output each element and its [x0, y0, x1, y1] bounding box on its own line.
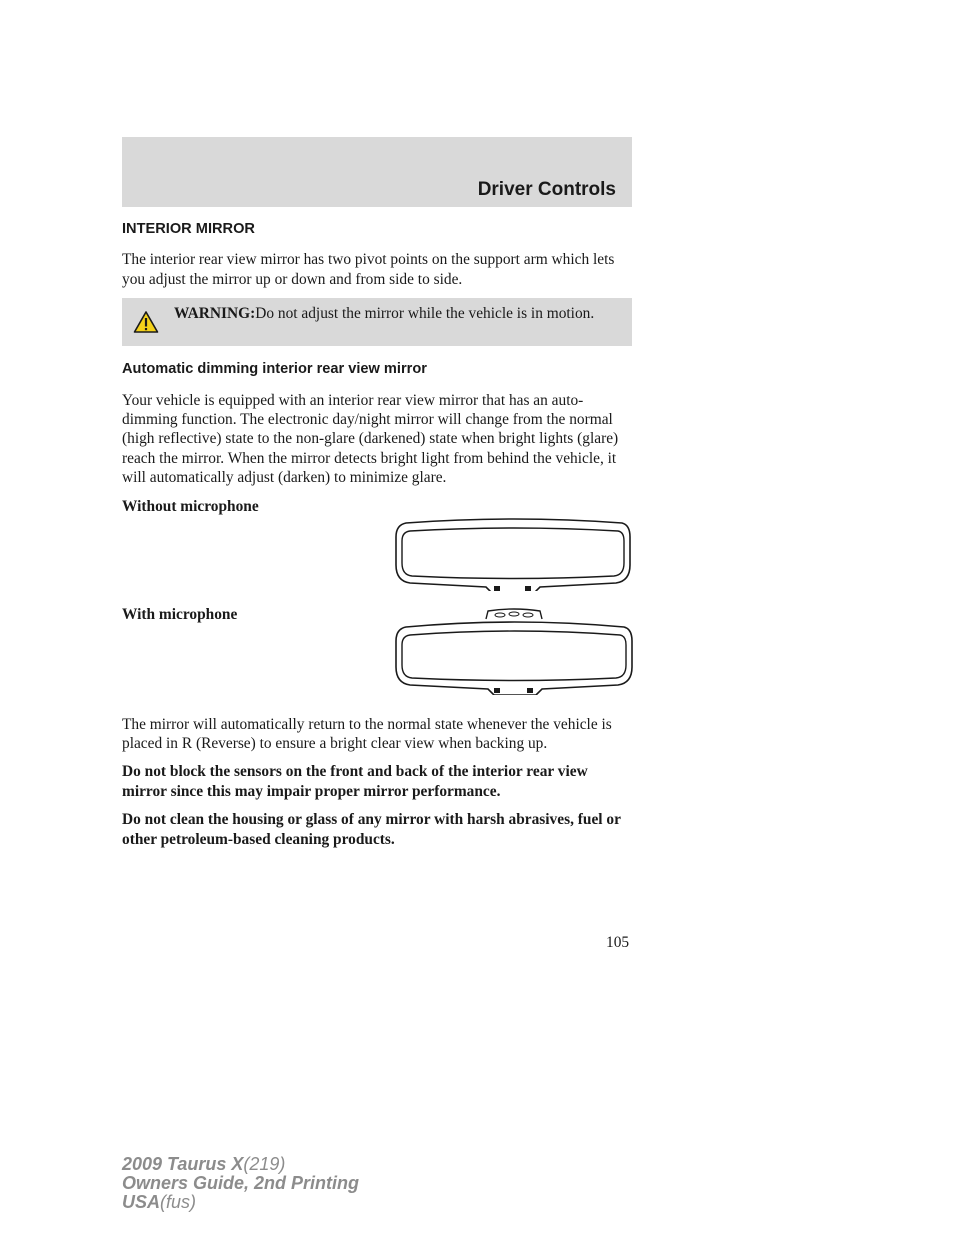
mirror-without-microphone-illustration — [394, 517, 634, 591]
section-header-band — [122, 137, 632, 207]
sensor-note: Do not block the sensors on the front and back of the interior rear view mirror since this may impair proper mirror performance. — [122, 763, 588, 800]
section-title: Driver Controls — [477, 179, 616, 200]
intro-paragraph: The interior rear view mirror has two pivot points on the support arm which lets you adjust the mirror up or down and from side to side. — [122, 251, 615, 288]
auto-dim-paragraph: Your vehicle is equipped with an interior rear view mirror that has an auto-dimming function. The electronic day/night mirror will change from the normal (high reflective) state to the non-glare (darkened) state when bright lights (glare) reach the mirror. When the mirror detects bright light from behind the vehicle, it will automatically adjust (darken) to minimize glare. — [122, 391, 619, 487]
footer-market: USA — [122, 1192, 161, 1212]
footer-model-code: (219) — [243, 1154, 286, 1174]
page-content — [122, 220, 636, 858]
footer-model-line — [122, 1155, 359, 1174]
print-footer — [122, 1155, 359, 1212]
page-number: 105 — [606, 934, 630, 951]
warning-box — [122, 298, 632, 346]
warning-triangle-icon — [133, 310, 159, 334]
footer-guide: Owners Guide, 2nd Printing — [122, 1173, 360, 1193]
heading-auto-dimming: Automatic dimming interior rear view mirror — [122, 361, 427, 378]
mirror-with-microphone-illustration — [394, 605, 636, 695]
cleaning-note: Do not clean the housing or glass of any mirror with harsh abrasives, fuel or other petroleum-based cleaning products. — [122, 811, 621, 848]
warning-label: WARNING: — [174, 305, 256, 323]
figure-with-microphone — [122, 605, 636, 715]
warning-text — [174, 304, 614, 323]
figure-without-microphone — [122, 497, 636, 605]
figure-label-with-microphone: With microphone — [122, 605, 238, 623]
warning-message: Do not adjust the mirror while the vehicle is in motion. — [255, 305, 595, 323]
footer-model: 2009 Taurus X — [122, 1154, 244, 1174]
footer-guide-line — [122, 1174, 359, 1193]
figure-label-without-microphone: Without microphone — [122, 497, 259, 515]
footer-market-code: (fus) — [160, 1192, 197, 1212]
reverse-paragraph: The mirror will automatically return to the normal state whenever the vehicle is placed in R (Reverse) to ensure a bright clear view when backing up. — [122, 715, 612, 753]
footer-market-line — [122, 1193, 359, 1212]
heading-interior-mirror: INTERIOR MIRROR — [122, 221, 255, 237]
